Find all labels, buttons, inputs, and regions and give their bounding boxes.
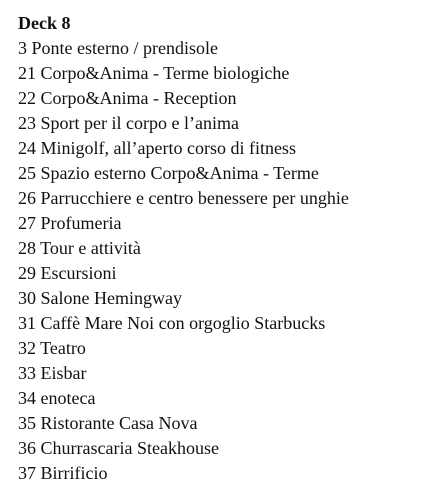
list-item: 30 Salone Hemingway xyxy=(18,288,182,308)
list-item: 25 Spazio esterno Corpo&Anima - Terme xyxy=(18,163,319,183)
list-item: 31 Caffè Mare Noi con orgoglio Starbucks xyxy=(18,313,326,333)
list-item: 23 Sport per il corpo e l’anima xyxy=(18,113,239,133)
list-item: 35 Ristorante Casa Nova xyxy=(18,413,198,433)
list-item: 32 Teatro xyxy=(18,338,86,358)
list-item: 36 Churrascaria Steakhouse xyxy=(18,438,219,458)
deck-title: Deck 8 xyxy=(18,13,71,33)
deck-legend xyxy=(18,11,418,486)
list-item: 33 Eisbar xyxy=(18,363,87,383)
list-item: 26 Parrucchiere e centro benessere per unghie xyxy=(18,188,349,208)
list-item: 22 Corpo&Anima - Reception xyxy=(18,88,237,108)
list-item: 37 Birrificio xyxy=(18,463,108,483)
list-item: 27 Profumeria xyxy=(18,213,122,233)
list-item: 21 Corpo&Anima - Terme biologiche xyxy=(18,63,290,83)
list-item: 34 enoteca xyxy=(18,388,96,408)
deck-location-list xyxy=(18,36,418,486)
list-item: 24 Minigolf, all’aperto corso di fitness xyxy=(18,138,296,158)
list-item: 3 Ponte esterno / prendisole xyxy=(18,38,218,58)
list-item: 28 Tour e attività xyxy=(18,238,141,258)
list-item: 29 Escursioni xyxy=(18,263,117,283)
